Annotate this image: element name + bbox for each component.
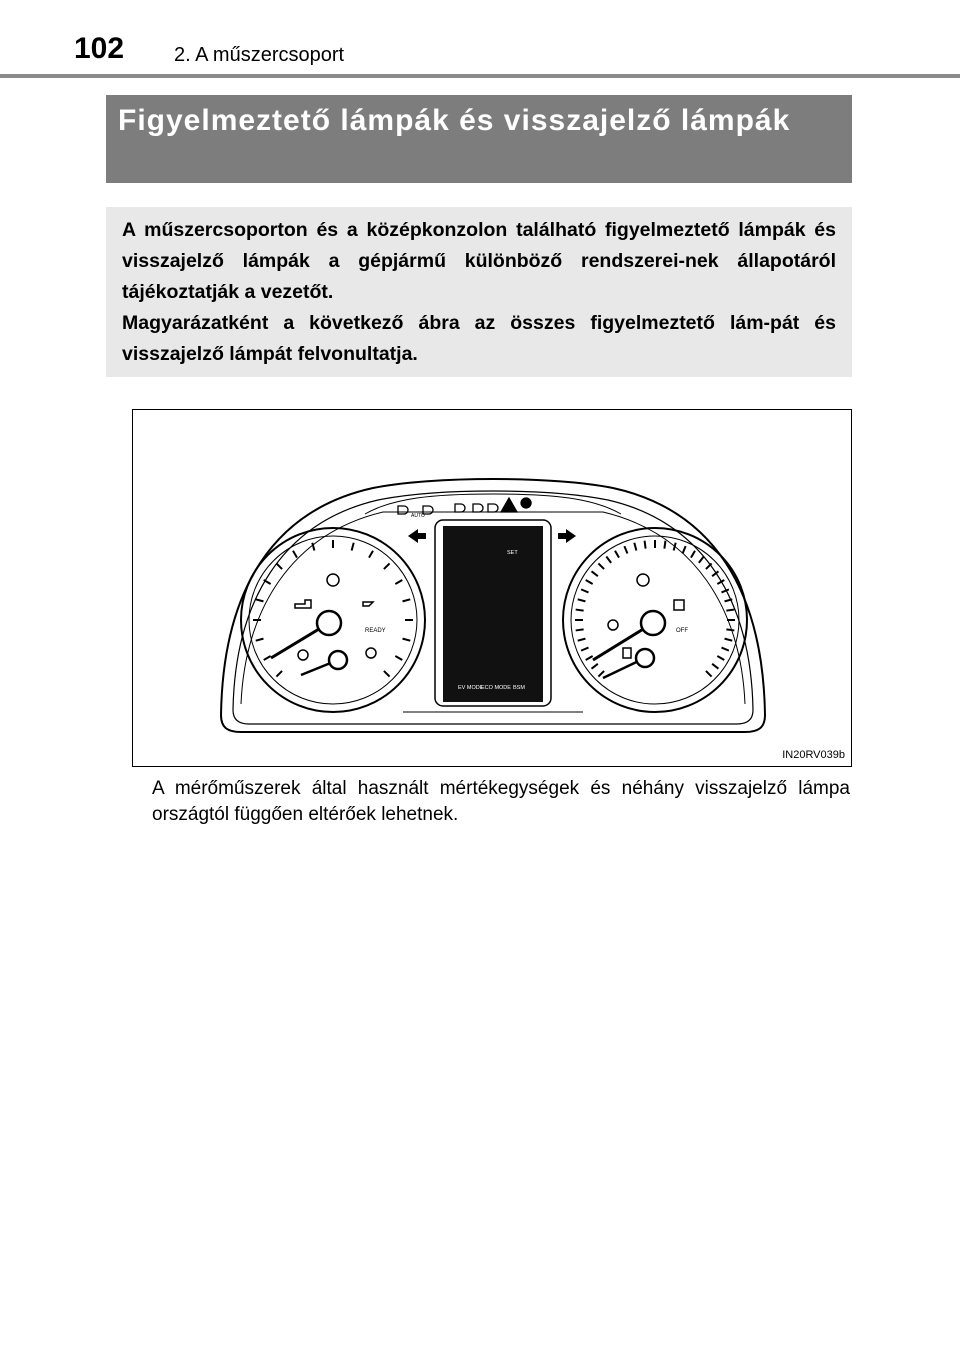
check-engine-icon (295, 600, 311, 608)
gauge-tick (634, 543, 636, 551)
gauge-tick (722, 589, 729, 592)
gauge-tick (264, 656, 271, 660)
brake-hold-icon (608, 620, 618, 630)
tire-pressure-icon (637, 574, 649, 586)
instrument-cluster-figure (132, 409, 852, 767)
gauge-tick (578, 599, 586, 601)
gauge-tick (691, 551, 695, 558)
gauge-tick (369, 551, 373, 558)
instrument-cluster-illustration (133, 410, 851, 766)
gauge-tick (586, 580, 593, 584)
gauge-tick (581, 648, 588, 651)
slip-indicator-icon (674, 600, 684, 610)
gauge-tick (726, 629, 734, 630)
gauge-tick (352, 543, 354, 551)
right-gauge-needles (593, 611, 665, 678)
gauge-tick (276, 671, 282, 677)
gauge-tick (576, 629, 584, 630)
gauge-tick (256, 639, 264, 641)
gauge-tick (256, 599, 264, 601)
gauge-tick (403, 599, 411, 601)
gauge-tick (645, 541, 646, 549)
gauge-tick (592, 571, 598, 576)
seatbelt-icon (298, 650, 308, 660)
ev-mode-label: EV MODE (458, 685, 484, 691)
gauge-tick (606, 557, 611, 563)
center-display-screen (443, 526, 543, 702)
gauge-tick (586, 656, 593, 660)
brake-warning-icon (327, 574, 339, 586)
chapter-title: 2. A műszercsoport (174, 44, 345, 66)
gauge-tick (384, 671, 390, 677)
gauge-tick (598, 671, 604, 677)
gauge-tick (699, 557, 704, 563)
auto-label: AUTO (411, 513, 425, 519)
bsm-label: BSM (513, 685, 525, 691)
intro-paragraph-1: A műszercsoporton és a középkonzolon található figyelmeztető lámpák és visszajelző lámpák a gépjármű különböző rendszerei-nek állapotáról tájékoztatják a vezetőt. (122, 219, 836, 303)
ready-label: READY (365, 628, 386, 634)
eco-mode-label: ECO MODE (481, 685, 511, 691)
gauge-tick (598, 563, 604, 569)
gauge-tick (717, 656, 724, 660)
left-gauge-needles (271, 611, 347, 675)
gauge-tick (578, 639, 586, 641)
left-turn-arrow-icon (408, 529, 426, 543)
set-label: SET (507, 550, 518, 556)
gauge-tick (624, 546, 627, 553)
top-strip-icons-right (488, 498, 531, 512)
front-fog-icon (473, 504, 483, 512)
off-label: OFF (676, 628, 688, 634)
gauge-tick (615, 551, 619, 558)
gauge-tick (664, 541, 665, 549)
high-beam-icon (455, 504, 465, 512)
figure-id: IN20RV039b (782, 749, 845, 761)
master-warning-icon (501, 498, 517, 512)
intro-box (106, 207, 852, 377)
gauge-tick (395, 656, 402, 660)
fuel-icon (623, 648, 631, 658)
gauge-tick (712, 664, 718, 669)
headlight-auto-icon (398, 506, 408, 514)
gauge-tick (706, 671, 712, 677)
gauge-tick (725, 639, 733, 641)
gauge-tick (581, 589, 588, 592)
gauge-tick (276, 563, 282, 569)
airbag-icon (521, 498, 531, 508)
right-turn-arrow-icon (558, 529, 576, 543)
gauge-tick (674, 543, 676, 551)
page-number: 102 (74, 32, 125, 65)
gauge-tick (592, 664, 598, 669)
gauge-tick (395, 580, 402, 584)
section-title-box (106, 95, 852, 183)
gauge-tick (403, 639, 411, 641)
gauge-tick (683, 546, 686, 553)
gauge-tick (384, 563, 390, 569)
gauge-tick (293, 551, 297, 558)
gauge-tick (722, 648, 729, 651)
intro-paragraph-2: Magyarázatként a következő ábra az összes figyelmeztető lám-pát és visszajelző lámpát felvonultatja. (122, 312, 836, 365)
figure-caption: A mérőműszerek által használt mértékegységek és néhány visszajelző lámpa országtól függően eltérőek lehetnek. (152, 778, 850, 825)
charging-icon (363, 602, 373, 606)
gauge-tick (726, 610, 734, 611)
page-header (0, 0, 960, 80)
gauge-tick (576, 610, 584, 611)
header-divider (0, 74, 960, 78)
oil-pressure-icon (366, 648, 376, 658)
rear-fog-icon (488, 504, 498, 512)
section-title: Figyelmeztető lámpák és visszajelző lámpák (118, 104, 791, 137)
